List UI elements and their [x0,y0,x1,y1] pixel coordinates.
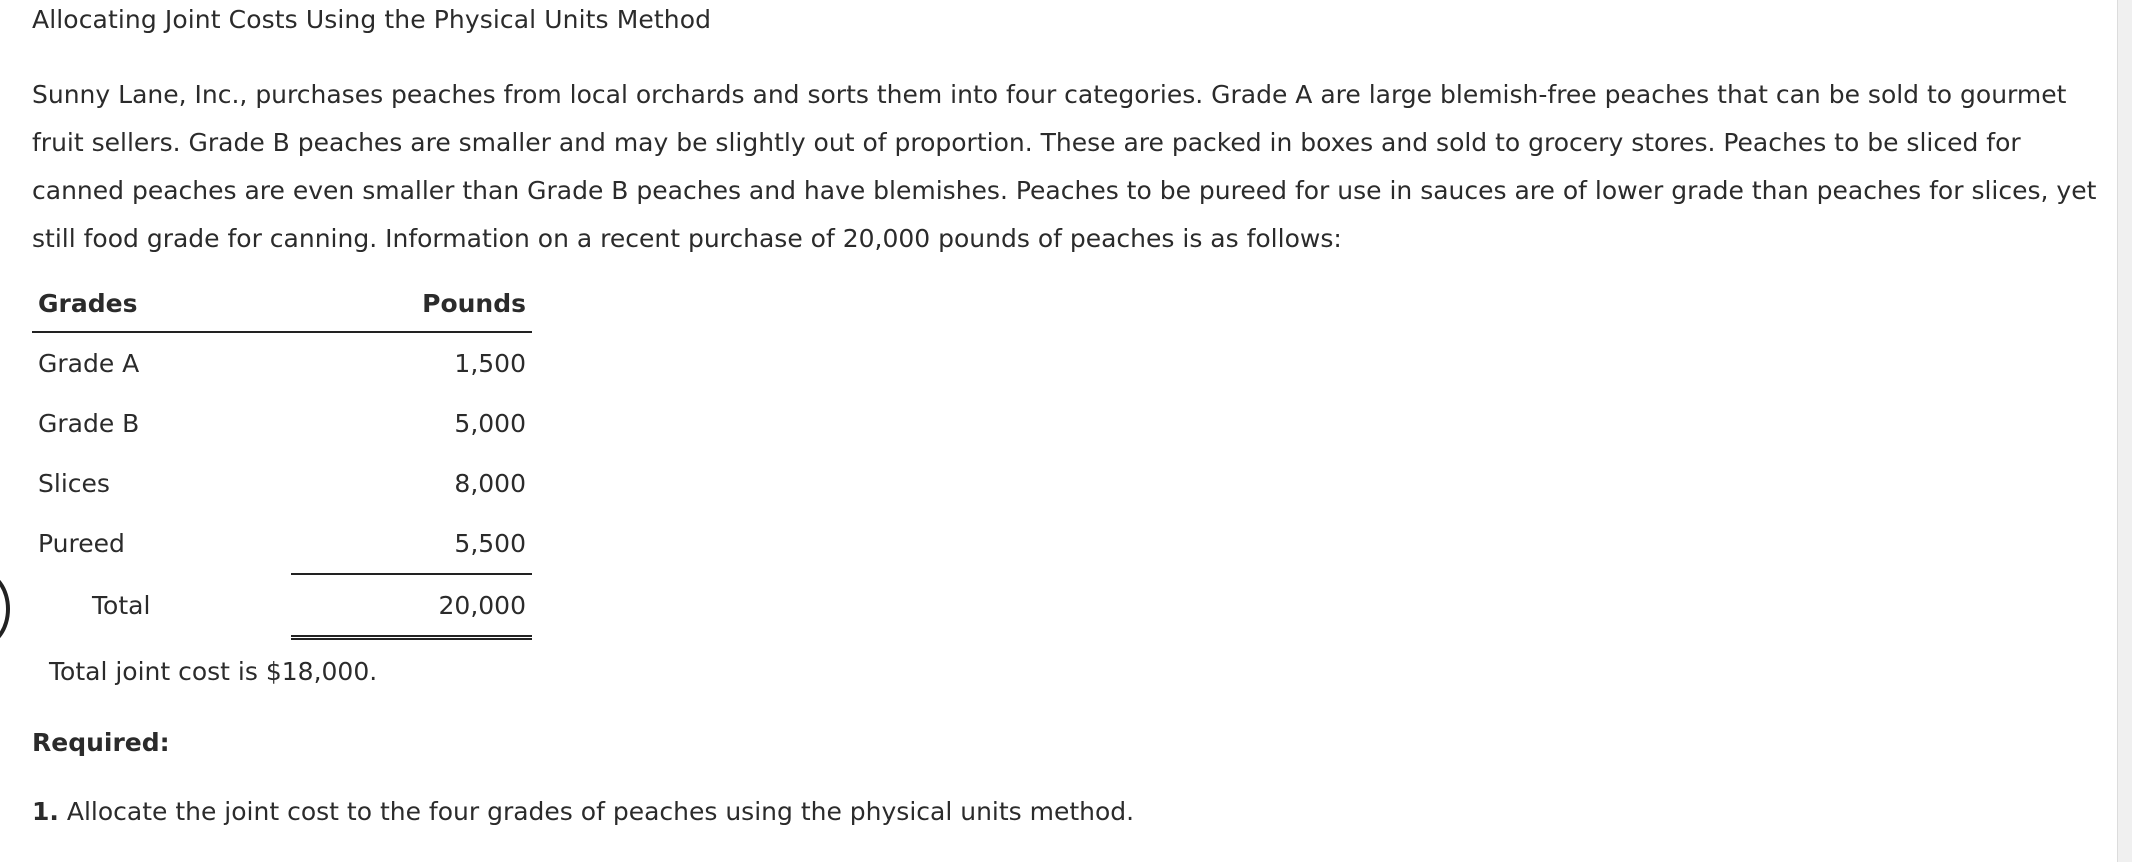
joint-cost-statement: Total joint cost is $18,000. [49,657,378,686]
table-row [32,513,532,574]
total-pounds: 20,000 [291,574,532,638]
requirement-text: Allocate the joint cost to the four grades of peaches using the physical units method. [58,797,1135,826]
table-row [32,393,532,453]
problem-description: Sunny Lane, Inc., purchases peaches from local orchards and sorts them into four categories. Grade A are large blemish-free peaches that can be sold to gourmet fruit sellers. Grade B peaches are smaller and may be slightly out of proportion. These are packed in boxes and sold to grocery stores. Peaches to be sliced for canned peaches are even smaller than Grade B peaches and have blemishes. Peaches to be pureed for use in sauces are of lower grade than peaches for slices, yet still food grade for canning. Information on a recent purchase of 20,000 pounds of peaches is as follows: [32,80,2097,253]
pounds-cell: 1,500 [454,348,526,378]
requirement-item [32,797,1134,826]
pounds-column-header: Pounds [291,276,532,332]
grade-cell: Grade B [38,408,140,438]
scrollbar-track[interactable] [2117,0,2132,862]
table-row [32,453,532,513]
grades-column-header: Grades [32,276,291,332]
pounds-cell: 5,000 [454,408,526,438]
page-title: Allocating Joint Costs Using the Physical Units Method [32,5,712,34]
pounds-cell: 5,500 [291,513,532,574]
total-row [32,574,532,638]
total-label: Total [92,591,151,621]
partial-circle-mark [0,571,10,647]
table-row [32,332,532,393]
table-header-row [32,276,532,332]
requirement-number: 1. [32,797,59,826]
required-heading: Required: [32,728,170,757]
peach-grades-table-container [32,276,532,640]
grade-cell: Pureed [38,529,125,558]
peach-grades-table [32,276,532,640]
pounds-cell: 8,000 [454,468,526,498]
grade-cell: Slices [38,468,110,498]
grade-cell: Grade A [38,348,140,378]
